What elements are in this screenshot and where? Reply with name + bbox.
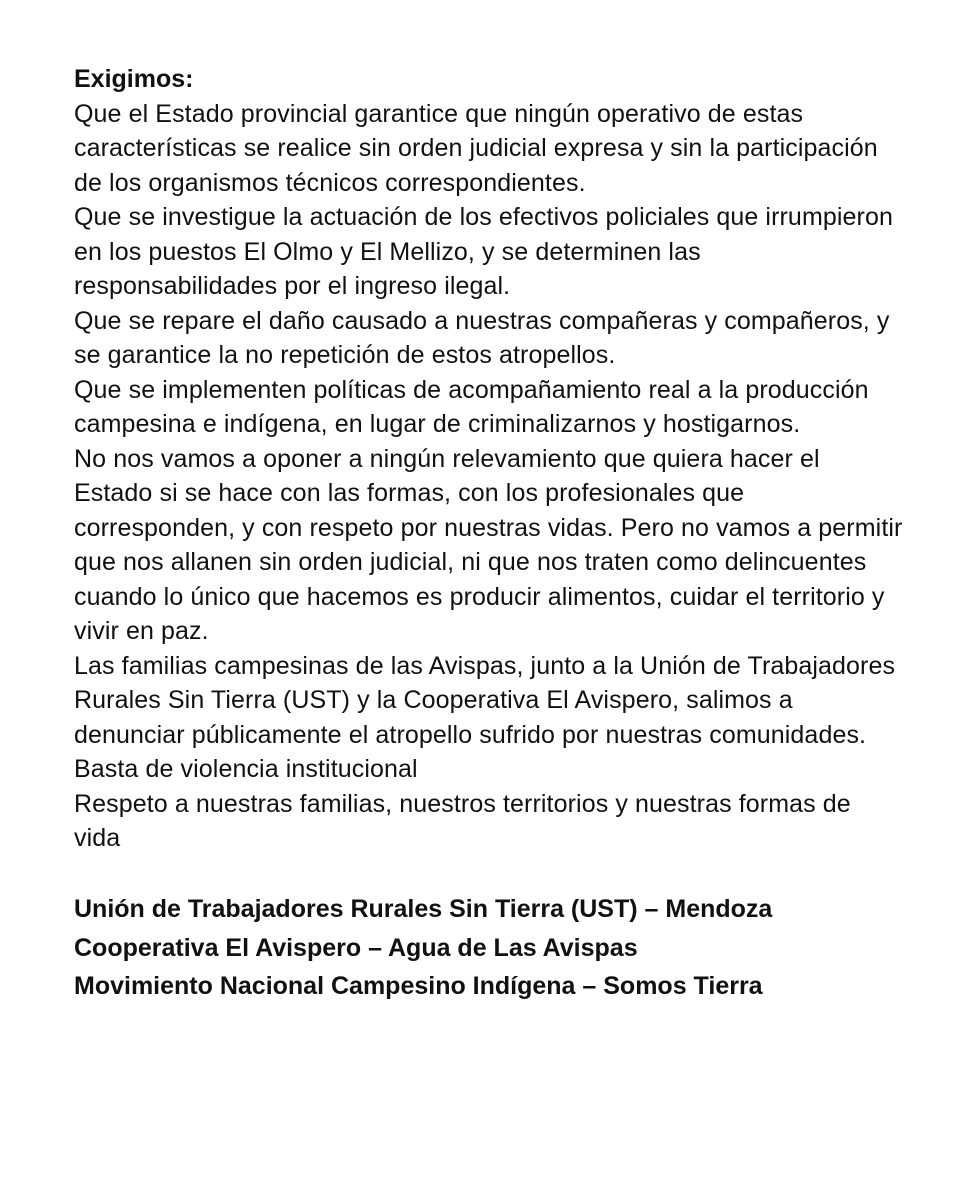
signature-cooperativa: Cooperativa El Avispero – Agua de Las Avispas <box>74 933 638 962</box>
statement-document <box>74 62 904 1006</box>
demand-paragraph-4: Que se implementen políticas de acompañamiento real a la producción campesina e indígena, en lugar de criminalizarnos y hostigarnos. <box>74 375 869 438</box>
signature-mnci: Movimiento Nacional Campesino Indígena – Somos Tierra <box>74 972 763 1000</box>
slogan-line-2: Respeto a nuestras familias, nuestros territorios y nuestras formas de vida <box>74 789 851 852</box>
signature-ust: Unión de Trabajadores Rurales Sin Tierra (UST) – Mendoza <box>74 895 773 923</box>
slogan-line-1: Basta de violencia institucional <box>74 755 418 783</box>
demand-paragraph-2: Que se investigue la actuación de los efectivos policiales que irrumpieron en los puestos El Olmo y El Mellizo, y se determinen las responsabilidades por el ingreso ilegal. <box>74 203 893 300</box>
demand-paragraph-3: Que se repare el daño causado a nuestras compañeras y compañeros, y se garantice la no repetición de estos atropellos. <box>74 306 890 369</box>
section-spacer <box>74 856 904 891</box>
signatures-block <box>74 890 904 1006</box>
statement-heading: Exigimos: <box>74 65 194 93</box>
denunciation-paragraph: Las familias campesinas de las Avispas, junto a la Unión de Trabajadores Rurales Sin Tierra (UST) y la Cooperativa El Avispero, salimos a denunciar públicamente el atropello sufrido por nuestras comunidades. <box>74 651 896 749</box>
position-paragraph: No nos vamos a oponer a ningún relevamiento que quiera hacer el Estado si se hace con las formas, con los profesionales que corresponden, y con respeto por nuestras vidas. Pero no vamos a permitir que nos allanen sin orden judicial, ni que nos traten como delincuentes cuando lo único que hacemos es producir alimentos, cuidar el territorio y vivir en paz. <box>74 444 903 645</box>
demand-paragraph-1: Que el Estado provincial garantice que ningún operativo de estas características se realice sin orden judicial expresa y sin la participación de los organismos técnicos correspondientes. <box>74 99 878 197</box>
